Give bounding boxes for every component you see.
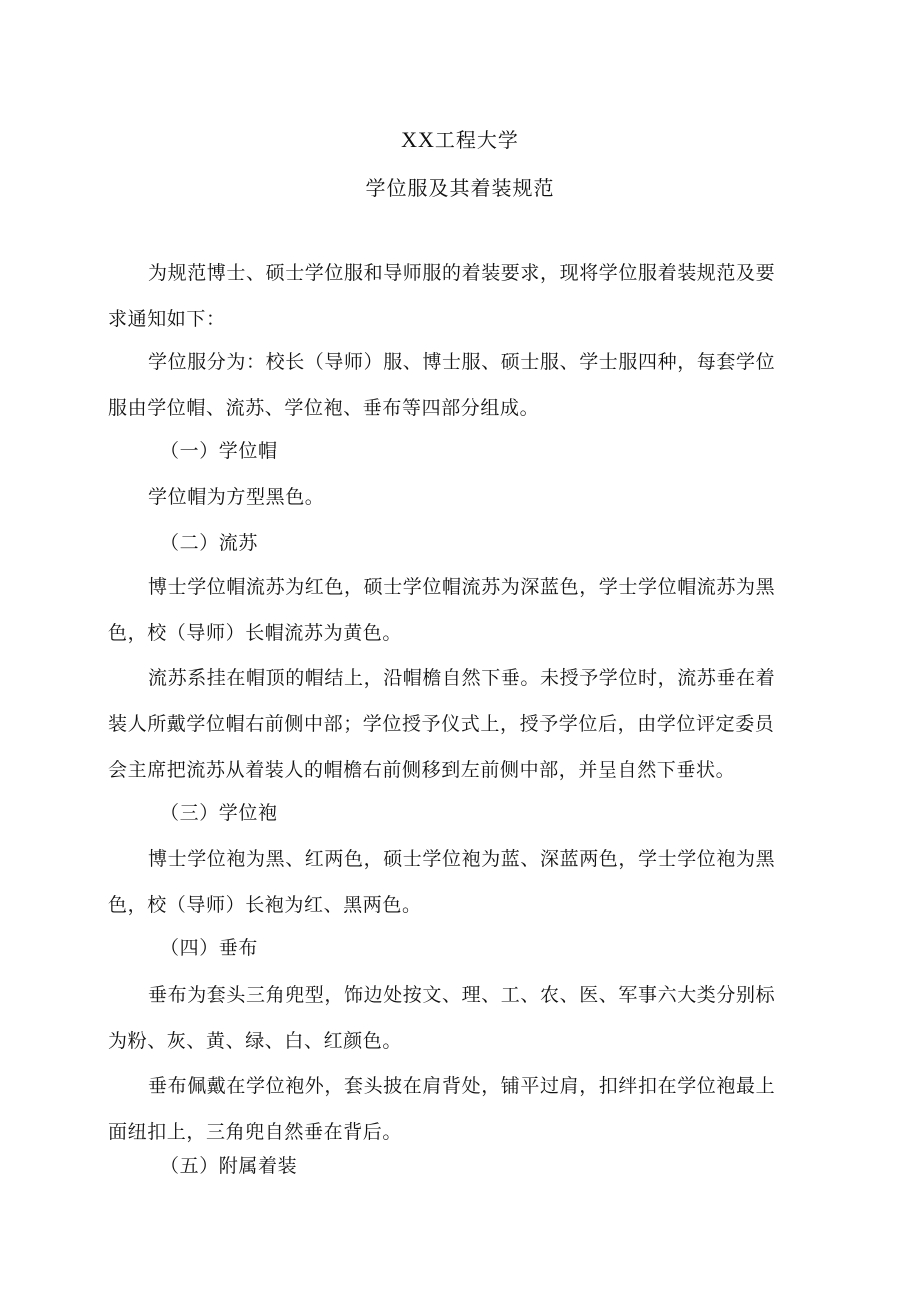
paragraph-line: 学位服分为：校长（导师）服、博士服、硕士服、学士服四种，每套学位 [148, 351, 776, 373]
paragraph-line: 服由学位帽、流苏、学位袍、垂布等四部分组成。 [108, 397, 540, 419]
paragraph-line: 为粉、灰、黄、绿、白、红颜色。 [108, 1030, 403, 1052]
section-heading: （五）附属着装 [160, 1155, 298, 1177]
section-heading: （四）垂布 [160, 937, 259, 959]
paragraph-line: 面纽扣上，三角兜自然垂在背后。 [108, 1121, 403, 1143]
overview-paragraph [108, 339, 798, 431]
paragraph-line: 博士学位帽流苏为红色，硕士学位帽流苏为深蓝色，学士学位帽流苏为黑 [148, 576, 776, 598]
document-title [0, 126, 920, 154]
section-heading: （二）流苏 [160, 532, 259, 554]
section-paragraph [108, 564, 798, 656]
paragraph-line: 垂布为套头三角兜型，饰边处按文、理、工、农、医、军事六大类分别标 [148, 984, 776, 1006]
paragraph-line: 会主席把流苏从着装人的帽檐右前侧移到左前侧中部，并呈自然下垂状。 [108, 759, 736, 781]
section-paragraph [108, 972, 798, 1064]
section-paragraph [108, 1063, 798, 1155]
paragraph-line: 垂布佩戴在学位袍外，套头披在肩背处，铺平过肩，扣绊扣在学位袍最上 [148, 1075, 776, 1097]
section-heading: （一）学位帽 [160, 440, 278, 462]
title-latin: XX [401, 127, 435, 152]
section-paragraph [148, 474, 798, 520]
paragraph-line: 色，校（导师）长袍为红、黑两色。 [108, 894, 422, 916]
section-paragraph [108, 836, 798, 928]
document-subtitle: 学位服及其着装规范 [365, 176, 555, 200]
paragraph-line: 为规范博士、硕士学位服和导师服的着装要求，现将学位服着装规范及要 [148, 262, 776, 284]
title-rest: 工程大学 [434, 128, 519, 152]
section-paragraph [108, 655, 798, 793]
paragraph-line: 求通知如下： [108, 308, 226, 330]
paragraph-line: 学位帽为方型黑色。 [148, 486, 325, 508]
section-heading: （三）学位袍 [160, 802, 278, 824]
paragraph-line: 色，校（导师）长帽流苏为黄色。 [108, 622, 403, 644]
paragraph-line: 流苏系挂在帽顶的帽结上，沿帽檐自然下垂。未授予学位时，流苏垂在着 [148, 667, 776, 689]
paragraph-line: 博士学位袍为黑、红两色，硕士学位袍为蓝、深蓝两色，学士学位袍为黑 [148, 848, 776, 870]
intro-paragraph [108, 250, 798, 342]
paragraph-line: 装人所戴学位帽右前侧中部；学位授予仪式上，授予学位后，由学位评定委员 [108, 713, 775, 735]
